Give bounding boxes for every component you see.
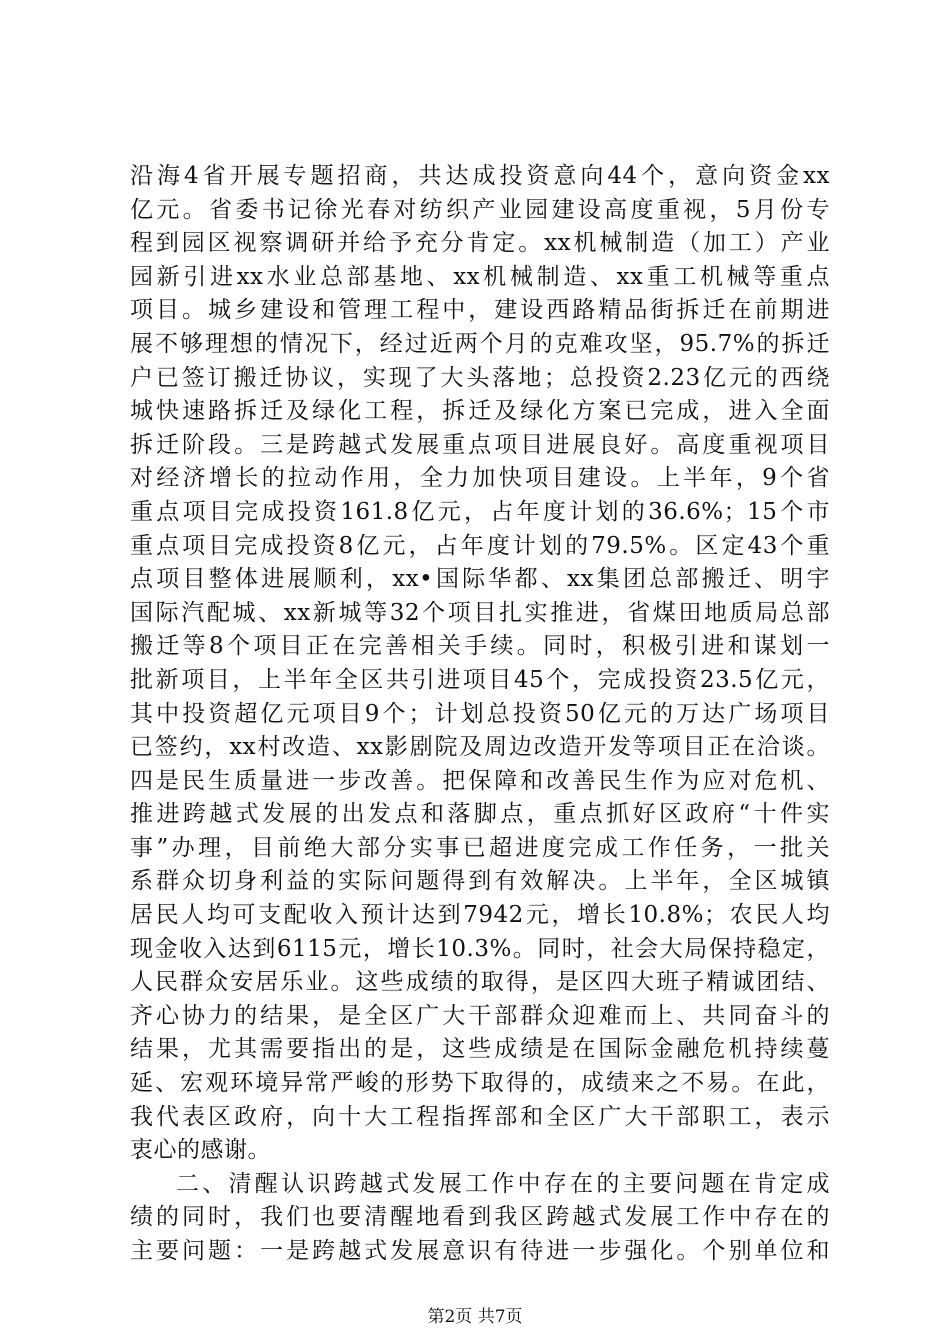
text-line: 户已签订搬迁协议，实现了大头落地；总投资2.23亿元的西绕 (130, 364, 830, 391)
text-line: 四是民生质量进一步改善。把保障和改善民生作为应对危机、 (130, 767, 830, 794)
text-line: 拆迁阶段。三是跨越式发展重点项目进展良好。高度重视项目 (130, 431, 830, 458)
text-line: 重点项目完成投资161.8亿元，占年度计划的36.6%；15个市 (130, 498, 830, 525)
text-line: 人民群众安居乐业。这些成绩的取得，是区四大班子精诚团结、 (130, 969, 830, 996)
text-line: 二、清醒认识跨越式发展工作中存在的主要问题在肯定成 (176, 1170, 830, 1197)
text-line: 项目。城乡建设和管理工程中，建设西路精品街拆迁在前期进 (130, 297, 830, 324)
text-line: 居民人均可支配收入预计达到7942元，增长10.8%；农民人均 (130, 902, 830, 929)
text-line: 我代表区政府，向十大工程指挥部和全区广大干部职工，表示 (130, 1103, 830, 1130)
text-line: 搬迁等8个项目正在完善相关手续。同时，积极引进和谋划一 (130, 633, 830, 660)
text-line: 推进跨越式发展的出发点和落脚点，重点抓好区政府“十件实 (130, 801, 830, 828)
text-line: 重点项目完成投资8亿元，占年度计划的79.5%。区定43个重 (130, 532, 830, 559)
text-line: 绩的同时，我们也要清醒地看到我区跨越式发展工作中存在的 (130, 1204, 830, 1231)
text-line: 衷心的感谢。 (130, 1137, 271, 1164)
page-footer: 第2页 共7页 (427, 1307, 523, 1327)
text-line: 展不够理想的情况下，经过近两个月的克难攻坚，95.7%的拆迁 (130, 330, 830, 357)
text-line: 对经济增长的拉动作用，全力加快项目建设。上半年，9个省 (130, 465, 830, 492)
text-line: 结果，尤其需要指出的是，这些成绩是在国际金融危机持续蔓 (130, 1036, 830, 1063)
text-line: 亿元。省委书记徐光春对纺织产业园建设高度重视，5月份专 (130, 196, 830, 223)
text-line: 国际汽配城、xx新城等32个项目扎实推进，省煤田地质局总部 (130, 599, 830, 626)
text-line: 事”办理，目前绝大部分实事已超进度完成工作任务，一批关 (130, 834, 830, 861)
text-line: 延、宏观环境异常严峻的形势下取得的，成绩来之不易。在此， (130, 1070, 830, 1097)
text-line: 城快速路拆迁及绿化工程，拆迁及绿化方案已完成，进入全面 (130, 398, 830, 425)
text-line: 现金收入达到6115元，增长10.3%。同时，社会大局保持稳定， (130, 935, 830, 962)
text-line: 沿海4省开展专题招商，共达成投资意向44个，意向资金xx (130, 163, 830, 189)
text-line: 点项目整体进展顺利，xx•国际华都、xx集团总部搬迁、明宇 (130, 566, 830, 593)
text-line: 系群众切身利益的实际问题得到有效解决。上半年，全区城镇 (130, 868, 830, 895)
text-line: 主要问题：一是跨越式发展意识有待进一步强化。个别单位和 (130, 1238, 830, 1264)
text-line: 程到园区视察调研并给予充分肯定。xx机械制造（加工）产业 (130, 230, 830, 257)
text-line: 园新引进xx水业总部基地、xx机械制造、xx重工机械等重点 (130, 263, 830, 290)
text-line: 已签约，xx村改造、xx影剧院及周边改造开发等项目正在洽谈。 (130, 734, 830, 761)
text-line: 齐心协力的结果，是全区广大干部群众迎难而上、共同奋斗的 (130, 1002, 830, 1029)
text-line: 其中投资超亿元项目9个；计划总投资50亿元的万达广场项目 (130, 700, 830, 727)
document-body (130, 160, 830, 1269)
text-line: 批新项目，上半年全区共引进项目45个，完成投资23.5亿元， (130, 666, 830, 693)
